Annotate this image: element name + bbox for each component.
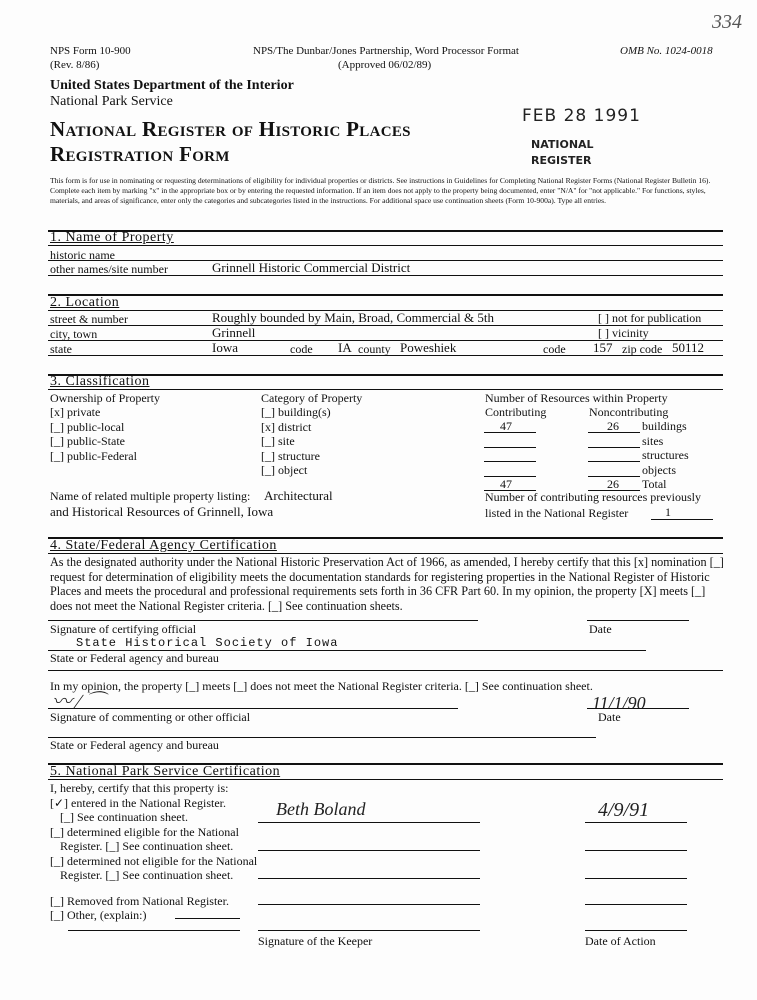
resource-type-label: buildings <box>642 419 687 433</box>
contributing-count: 47 <box>500 419 512 433</box>
street-value: Roughly bounded by Main, Broad, Commercial & 5th <box>212 310 494 325</box>
section-5-heading: 5. National Park Service Certification <box>50 764 281 779</box>
resource-type-label: Total <box>642 477 667 491</box>
multiple-listing-value-2: and Historical Resources of Grinnell, Iowa <box>50 504 274 519</box>
section-3-heading: 3. Classification <box>50 374 150 389</box>
city-value: Grinnell <box>212 325 256 340</box>
contributing-line <box>484 461 536 462</box>
page-mark: 334 <box>712 11 742 33</box>
nps-status-option[interactable]: Register. [_] See continuation sheet. <box>60 868 234 882</box>
section-4-heading: 4. State/Federal Agency Certification <box>50 538 277 553</box>
street-label: street & number <box>50 312 128 326</box>
nps-status-option[interactable]: [_] Removed from National Register. <box>50 894 229 908</box>
keeper-signature: Beth Boland <box>276 799 366 819</box>
vicinity-checkbox[interactable]: [ ] vicinity <box>598 326 649 340</box>
service: National Park Service <box>50 94 173 109</box>
state-label: state <box>50 342 72 356</box>
keeper-signature-label: Signature of the Keeper <box>258 934 373 948</box>
format-note: NPS/The Dunbar/Jones Partnership, Word Processor Format <box>253 45 519 57</box>
department: United States Department of the Interior <box>50 78 294 93</box>
section-1-heading: 1. Name of Property <box>50 230 174 245</box>
agency-label-2: State or Federal agency and bureau <box>50 738 219 752</box>
category-option[interactable]: [_] site <box>261 434 295 448</box>
ownership-option[interactable]: [_] public-local <box>50 419 125 434</box>
contributing-count: 47 <box>500 477 512 491</box>
certification-paragraph: As the designated authority under the National Historic Preservation Act of 1966, as amended, I hereby certify that this [x] nomination [_] request for determination of eligibility meets the documentation standards for registering properties in the National Register of Historic Places and meets the procedural and professional requirements sets forth in 36 CFR Part 60. In my opinion, the property [X] meets [_] does not meet the National Register criteria. [_] See continuation sheets. <box>50 555 724 613</box>
previously-listed-label-2: listed in the National Register <box>485 506 629 520</box>
received-stamp-date: FEB 28 1991 <box>522 106 641 126</box>
previously-listed-value: 1 <box>665 505 671 519</box>
nps-status-option[interactable]: [_] Other, (explain:) <box>50 908 147 922</box>
certifying-date-label: Date <box>589 622 612 636</box>
nps-status-option[interactable]: Register. [_] See continuation sheet. <box>60 839 234 853</box>
resources-title: Number of Resources within Property <box>485 391 668 405</box>
form-revision: (Rev. 8/86) <box>50 59 100 71</box>
form-title: National Register of Historic Places <box>50 117 411 141</box>
previously-listed-label-1: Number of contributing resources previously <box>485 490 701 504</box>
county-value: Poweshiek <box>400 340 457 355</box>
nps-status-option[interactable]: [_] determined eligible for the National <box>50 825 239 839</box>
category-option[interactable]: [_] structure <box>261 448 320 463</box>
received-stamp-line2: REGISTER <box>531 154 592 167</box>
county-code-value: 157 <box>593 340 613 355</box>
approved-date: (Approved 06/02/89) <box>338 59 432 71</box>
category-option[interactable]: [_] object <box>261 463 308 477</box>
category-title: Category of Property <box>261 391 363 405</box>
nps-status-option[interactable]: [_] See continuation sheet. <box>60 810 188 824</box>
other-names-label: other names/site number <box>50 262 168 276</box>
multiple-listing-value-1: Architectural <box>264 488 333 503</box>
state-value: Iowa <box>212 340 238 355</box>
instructions: This form is for use in nominating or requesting determinations of eligibility for individual properties or districts. See instructions in Guidelines for Completing National Register Forms (National Register Bulletin 16). Complete each item by marking "x" in the appropriate box or by entering the requested information. If an item does not apply to the property being documented, enter "N/A" for "not applicable." For functions, styles, materials, and areas of significance, enter only the categories and subcategories listed in the instructions. For additional space use continuation sheets (Form 10-900a). Type all entries. <box>50 176 711 205</box>
category-option[interactable]: [_] building(s) <box>261 405 331 419</box>
noncontributing-line <box>588 461 640 462</box>
opinion-statement: In my opinion, the property [_] meets [_] does not meet the National Register criteria. [_] See continuation sheet. <box>50 679 593 693</box>
noncontributing-label: Noncontributing <box>589 405 669 419</box>
zip-label: zip code <box>622 342 663 356</box>
resource-type-label: structures <box>642 448 689 462</box>
zip-value: 50112 <box>672 340 705 355</box>
county-label: county <box>358 342 391 356</box>
form-number: NPS Form 10-900 <box>50 45 131 57</box>
nps-status-option[interactable]: [✓] entered in the National Register. <box>50 796 226 810</box>
ownership-option[interactable]: [_] public-Federal <box>50 448 137 463</box>
resource-type-label: sites <box>642 433 664 448</box>
commenting-official-signature: 〰 ∕ ⌒ <box>52 691 106 713</box>
agency-value: State Historical Society of Iowa <box>76 636 339 650</box>
historic-name-label: historic name <box>50 248 115 262</box>
agency-label: State or Federal agency and bureau <box>50 651 219 665</box>
date-of-action-label: Date of Action <box>585 934 656 948</box>
commenting-signature-label: Signature of commenting or other official <box>50 710 251 724</box>
contributing-line <box>484 447 536 448</box>
multiple-listing-label: Name of related multiple property listing: <box>50 489 251 503</box>
received-stamp-line1: NATIONAL <box>531 138 594 151</box>
action-date-value: 4/9/91 <box>598 799 650 821</box>
category-option[interactable]: [x] district <box>261 419 312 434</box>
city-label: city, town <box>50 327 98 341</box>
other-names-value: Grinnell Historic Commercial District <box>212 260 411 275</box>
not-for-publication-checkbox[interactable]: [ ] not for publication <box>598 311 702 325</box>
ownership-option[interactable]: [_] public-State <box>50 434 125 448</box>
noncontributing-count: 26 <box>607 477 619 491</box>
ownership-title: Ownership of Property <box>50 391 160 405</box>
nps-intro: I, hereby, certify that this property is: <box>50 781 229 795</box>
contributing-line <box>484 432 536 433</box>
noncontributing-line <box>588 447 640 448</box>
contributing-line <box>484 490 536 491</box>
comment-date-label: Date <box>598 710 621 724</box>
county-code-label: code <box>543 342 566 356</box>
ownership-option[interactable]: [x] private <box>50 405 101 419</box>
certifying-signature-label: Signature of certifying official <box>50 622 197 636</box>
noncontributing-count: 26 <box>607 419 619 433</box>
noncontributing-line <box>588 432 640 433</box>
state-code-value: IA <box>338 340 352 355</box>
state-code-label: code <box>290 342 313 356</box>
section-2-heading: 2. Location <box>50 295 120 310</box>
nps-status-option[interactable]: [_] determined not eligible for the National <box>50 854 258 868</box>
resource-type-label: objects <box>642 462 676 477</box>
comment-date-value: 11/1/90 <box>592 693 646 713</box>
noncontributing-line <box>588 490 640 491</box>
form-subtitle: Registration Form <box>50 142 230 166</box>
contributing-label: Contributing <box>485 405 547 419</box>
omb-number: OMB No. 1024-0018 <box>620 45 713 57</box>
